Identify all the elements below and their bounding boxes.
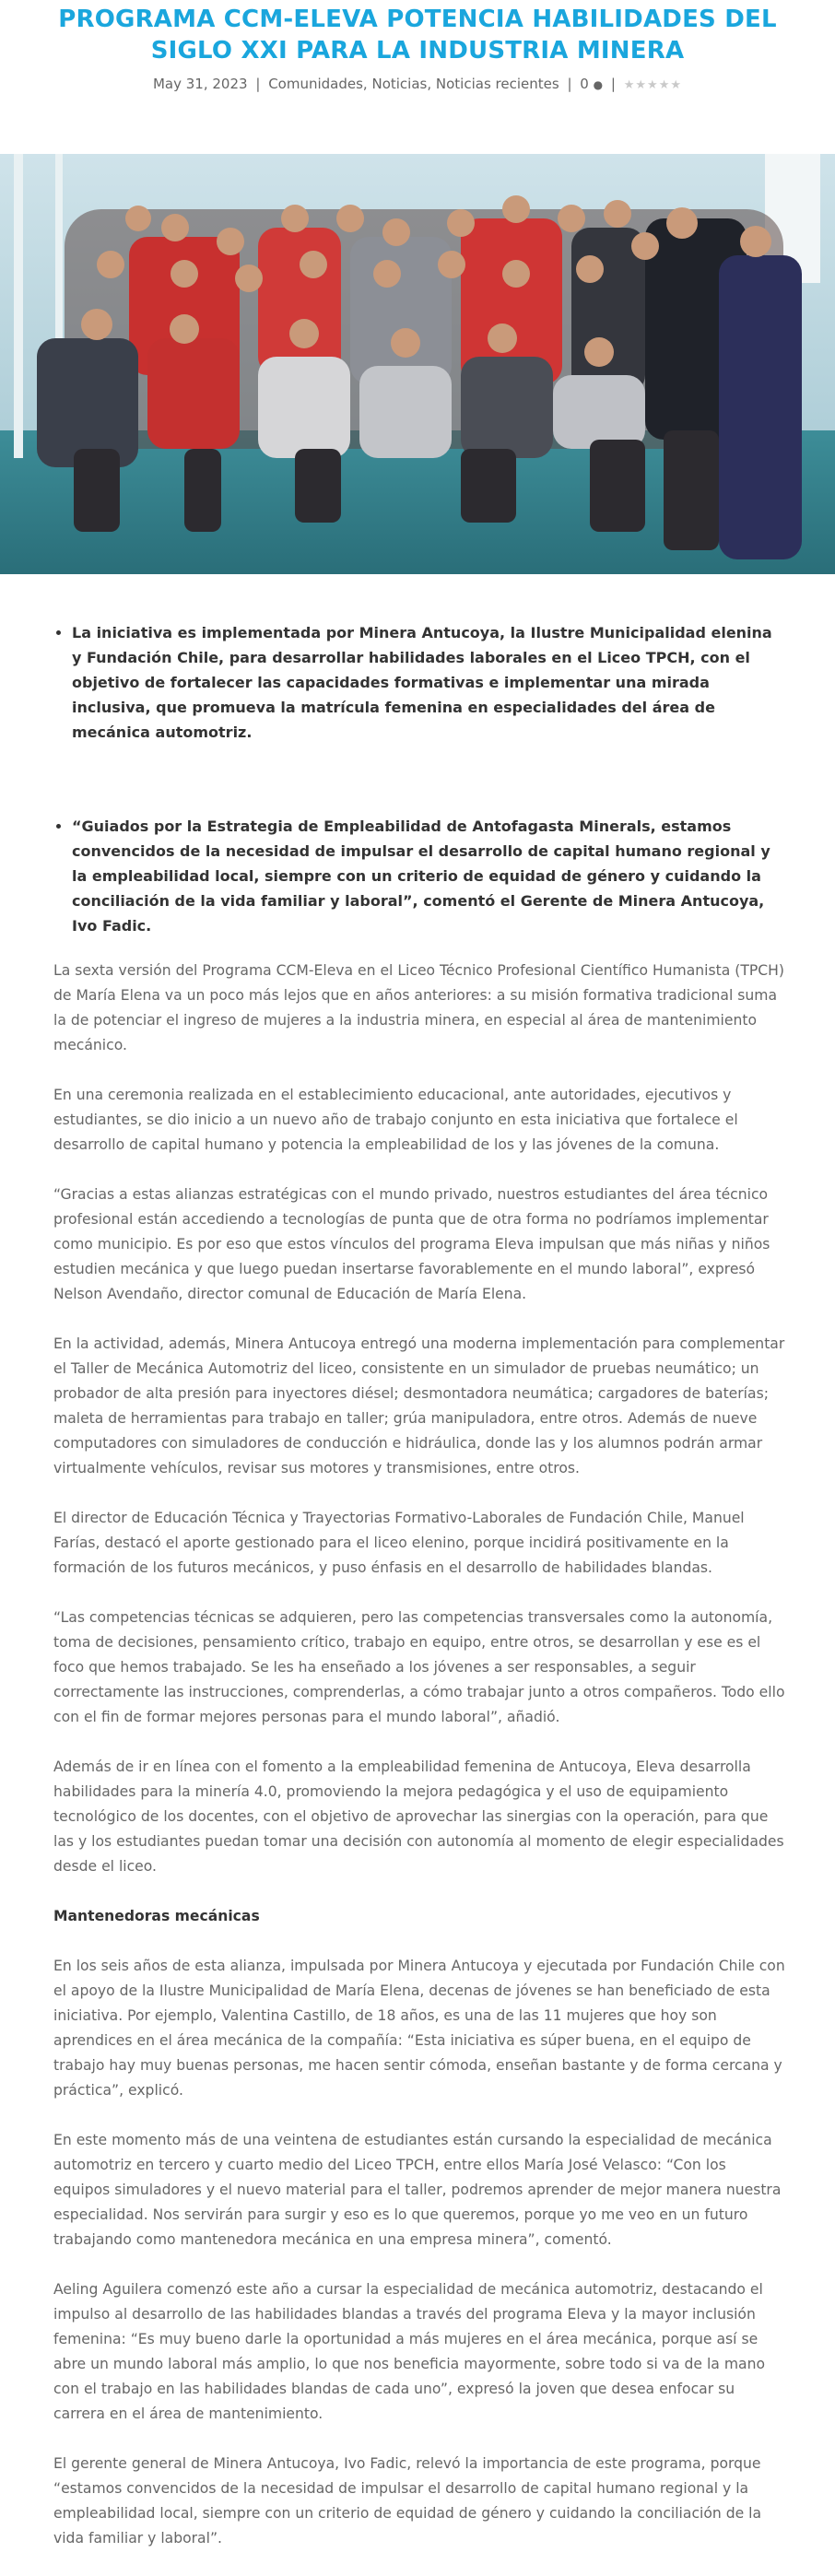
paragraph: “Las competencias técnicas se adquieren, pero las competencias transversales como la autonomía, toma de decisiones, pensamiento crítico, trabajo en equipo, entre otros, se desarrollan y ese es el foco que hemos trabajado. Se les ha enseñado a los jóvenes a ser responsables, a seguir correctamente las instrucciones, comprenderlas, a cómo trabajar junto a otros compañeros. Todo ello con el fin de formar mejores personas para el mundo laboral”, añadió.	[53, 1609, 785, 1725]
post-meta: May 31, 2023 | Comunidades, Noticias, Noticias recientes | 0 ● | ★★★★★	[152, 76, 683, 92]
paragraph: Además de ir en línea con el fomento a la empleabilidad femenina de Antucoya, Eleva desarrolla habilidades para la minería 4.0, promoviendo la mejora pedagógica y el uso de equipamiento tecnológico de los docentes, con el objetivo de aprovechar las sinergias con la operación, para que las y los estudiantes puedan tomar una decisión con autonomía al momento de elegir especialidades desde el liceo.	[53, 1759, 784, 1875]
comment-icon: ●	[593, 78, 604, 91]
comment-count: 0	[580, 76, 589, 92]
post-date: May 31, 2023	[152, 76, 248, 92]
paragraph: La sexta versión del Programa CCM-Eleva en el Liceo Técnico Profesional Científico Humanista (TPCH) de María Elena va un poco más lejos que en años anteriores: a su misión formativa tradicional suma la de potenciar el ingreso de mujeres a la industria minera, en especial al área de mantenimiento mecánico.	[53, 962, 784, 1053]
rating-stars[interactable]: ★★★★★	[623, 78, 683, 92]
paragraph: En los seis años de esta alianza, impulsada por Minera Antucoya y ejecutada por Fundación Chile con el apoyo de la Ilustre Municipalidad de María Elena, decenas de jóvenes se han beneficiado de esta iniciativa. Por ejemplo, Valentina Castillo, de 18 años, es una de las 11 mujeres que hoy son aprendices en el área mecánica de la compañía: “Esta iniciativa es súper buena, en el equipo de trabajo hay muy buenas personas, me hacen sentir cómoda, enseñan bastante y de forma cercana y práctica”, explicó.	[53, 1958, 785, 2099]
photo-icon	[0, 154, 835, 574]
category-link-comunidades[interactable]: Comunidades	[268, 76, 363, 92]
comments-link[interactable]	[580, 76, 603, 92]
paragraph: El gerente general de Minera Antucoya, Ivo Fadic, relevó la importancia de este programa, porque “estamos convencidos de la necesidad de impulsar el desarrollo de capital humano regional y la empleabilidad local, siempre con un criterio de equidad de género y cuidando la conciliación de la vida familiar y laboral”.	[53, 2455, 762, 2547]
category-link-noticias[interactable]: Noticias	[371, 76, 428, 92]
paragraph: En este momento más de una veintena de estudiantes están cursando la especialidad de mecánica automotriz en tercero y cuarto medio del Liceo TPCH, entre ellos María José Velasco: “Con los equipos simuladores y el nuevo material para el taller, podremos aprender de mejor manera nuestra especialidad. Nos servirán para surgir y eso es lo que queremos, porque yo me veo en un futuro trabajando como mantenedora mecánica en una empresa minera”, comentó.	[53, 2132, 782, 2248]
paragraph: Aeling Aguilera comenzó este año a cursar la especialidad de mecánica automotriz, destacando el impulso al desarrollo de las habilidades blandas a través del programa Eleva y la mayor inclusión femenina: “Es muy bueno darle la oportunidad a más mujeres en el área mecánica, porque así se abre un mundo laboral más amplio, lo que nos beneficia mayormente, sobre todo si va de la mano con el trabajo en las habilidades blandas de cada uno”, expresó la joven que desea enfocar su carrera en el área de mantenimiento.	[53, 2281, 765, 2422]
paragraph: El director de Educación Técnica y Trayectorias Formativo-Laborales de Fundación Chile, Manuel Farías, destacó el aporte gestionado para el liceo elenino, porque incidirá positivamente en la formación de los futuros mecánicos, y puso énfasis en el desarrollo de habilidades blandas.	[53, 1510, 745, 1576]
page-title: PROGRAMA CCM-ELEVA POTENCIA HABILIDADES DEL SIGLO XXI PARA LA INDUSTRIA MINERA	[58, 6, 777, 65]
category-link-noticias-recientes[interactable]: Noticias recientes	[435, 76, 559, 92]
section-subheading: Mantenedoras mecánicas	[53, 1908, 260, 1924]
paragraph: “Gracias a estas alianzas estratégicas con el mundo privado, nuestros estudiantes del área técnico profesional están accediendo a tecnologías de punta que de otra forma no podríamos implementar como municipio. Es por eso que estos vínculos del programa Eleva impulsan que más niñas y niños estudien mecánica y que luego puedan insertarse favorablemente en el mundo laboral”, expresó Nelson Avendaño, director comunal de Educación de María Elena.	[53, 1186, 770, 1302]
highlight-item: • “Guiados por la Estrategia de Empleabilidad de Antofagasta Minerals, estamos convencidos de la necesidad de impulsar el desarrollo de capital humano regional y la empleabilidad local, siempre con un criterio de equidad de género y cuidando la conciliación de la vida familiar y laboral”, comentó el Gerente de Minera Antucoya, Ivo Fadic.	[72, 814, 786, 938]
key-highlights	[53, 620, 786, 938]
featured-image	[0, 154, 835, 574]
post-header	[0, 0, 835, 96]
highlight-item: • La iniciativa es implementada por Minera Antucoya, la Ilustre Municipalidad elenina y Fundación Chile, para desarrollar habilidades laborales en el Liceo TPCH, con el objetivo de fortalecer las capacidades formativas e implementar una mirada inclusiva, que promueva la matrícula femenina en especialidades del área de mecánica automotriz.	[72, 620, 786, 745]
paragraph: En una ceremonia realizada en el establecimiento educacional, ante autoridades, ejecutivos y estudiantes, se dio inicio a un nuevo año de trabajo conjunto en esta iniciativa que fortalece el desarrollo de capital humano y potencia la empleabilidad de los y las jóvenes de la comuna.	[53, 1087, 738, 1153]
article-body	[53, 959, 786, 2576]
paragraph: En la actividad, además, Minera Antucoya entregó una moderna implementación para complementar el Taller de Mecánica Automotriz del liceo, consistente en un simulador de pruebas neumático; un probador de alta presión para inyectores diésel; desmontadora neumática; cargadores de baterías; maleta de herramientas para trabajo en taller; grúa manipuladora, entre otros. Además de nueve computadores con simuladores de conducción e hidráulica, donde las y los alumnos podrán armar virtualmente vehículos, revisar sus motores y transmisiones, entre otros.	[53, 1335, 785, 1476]
